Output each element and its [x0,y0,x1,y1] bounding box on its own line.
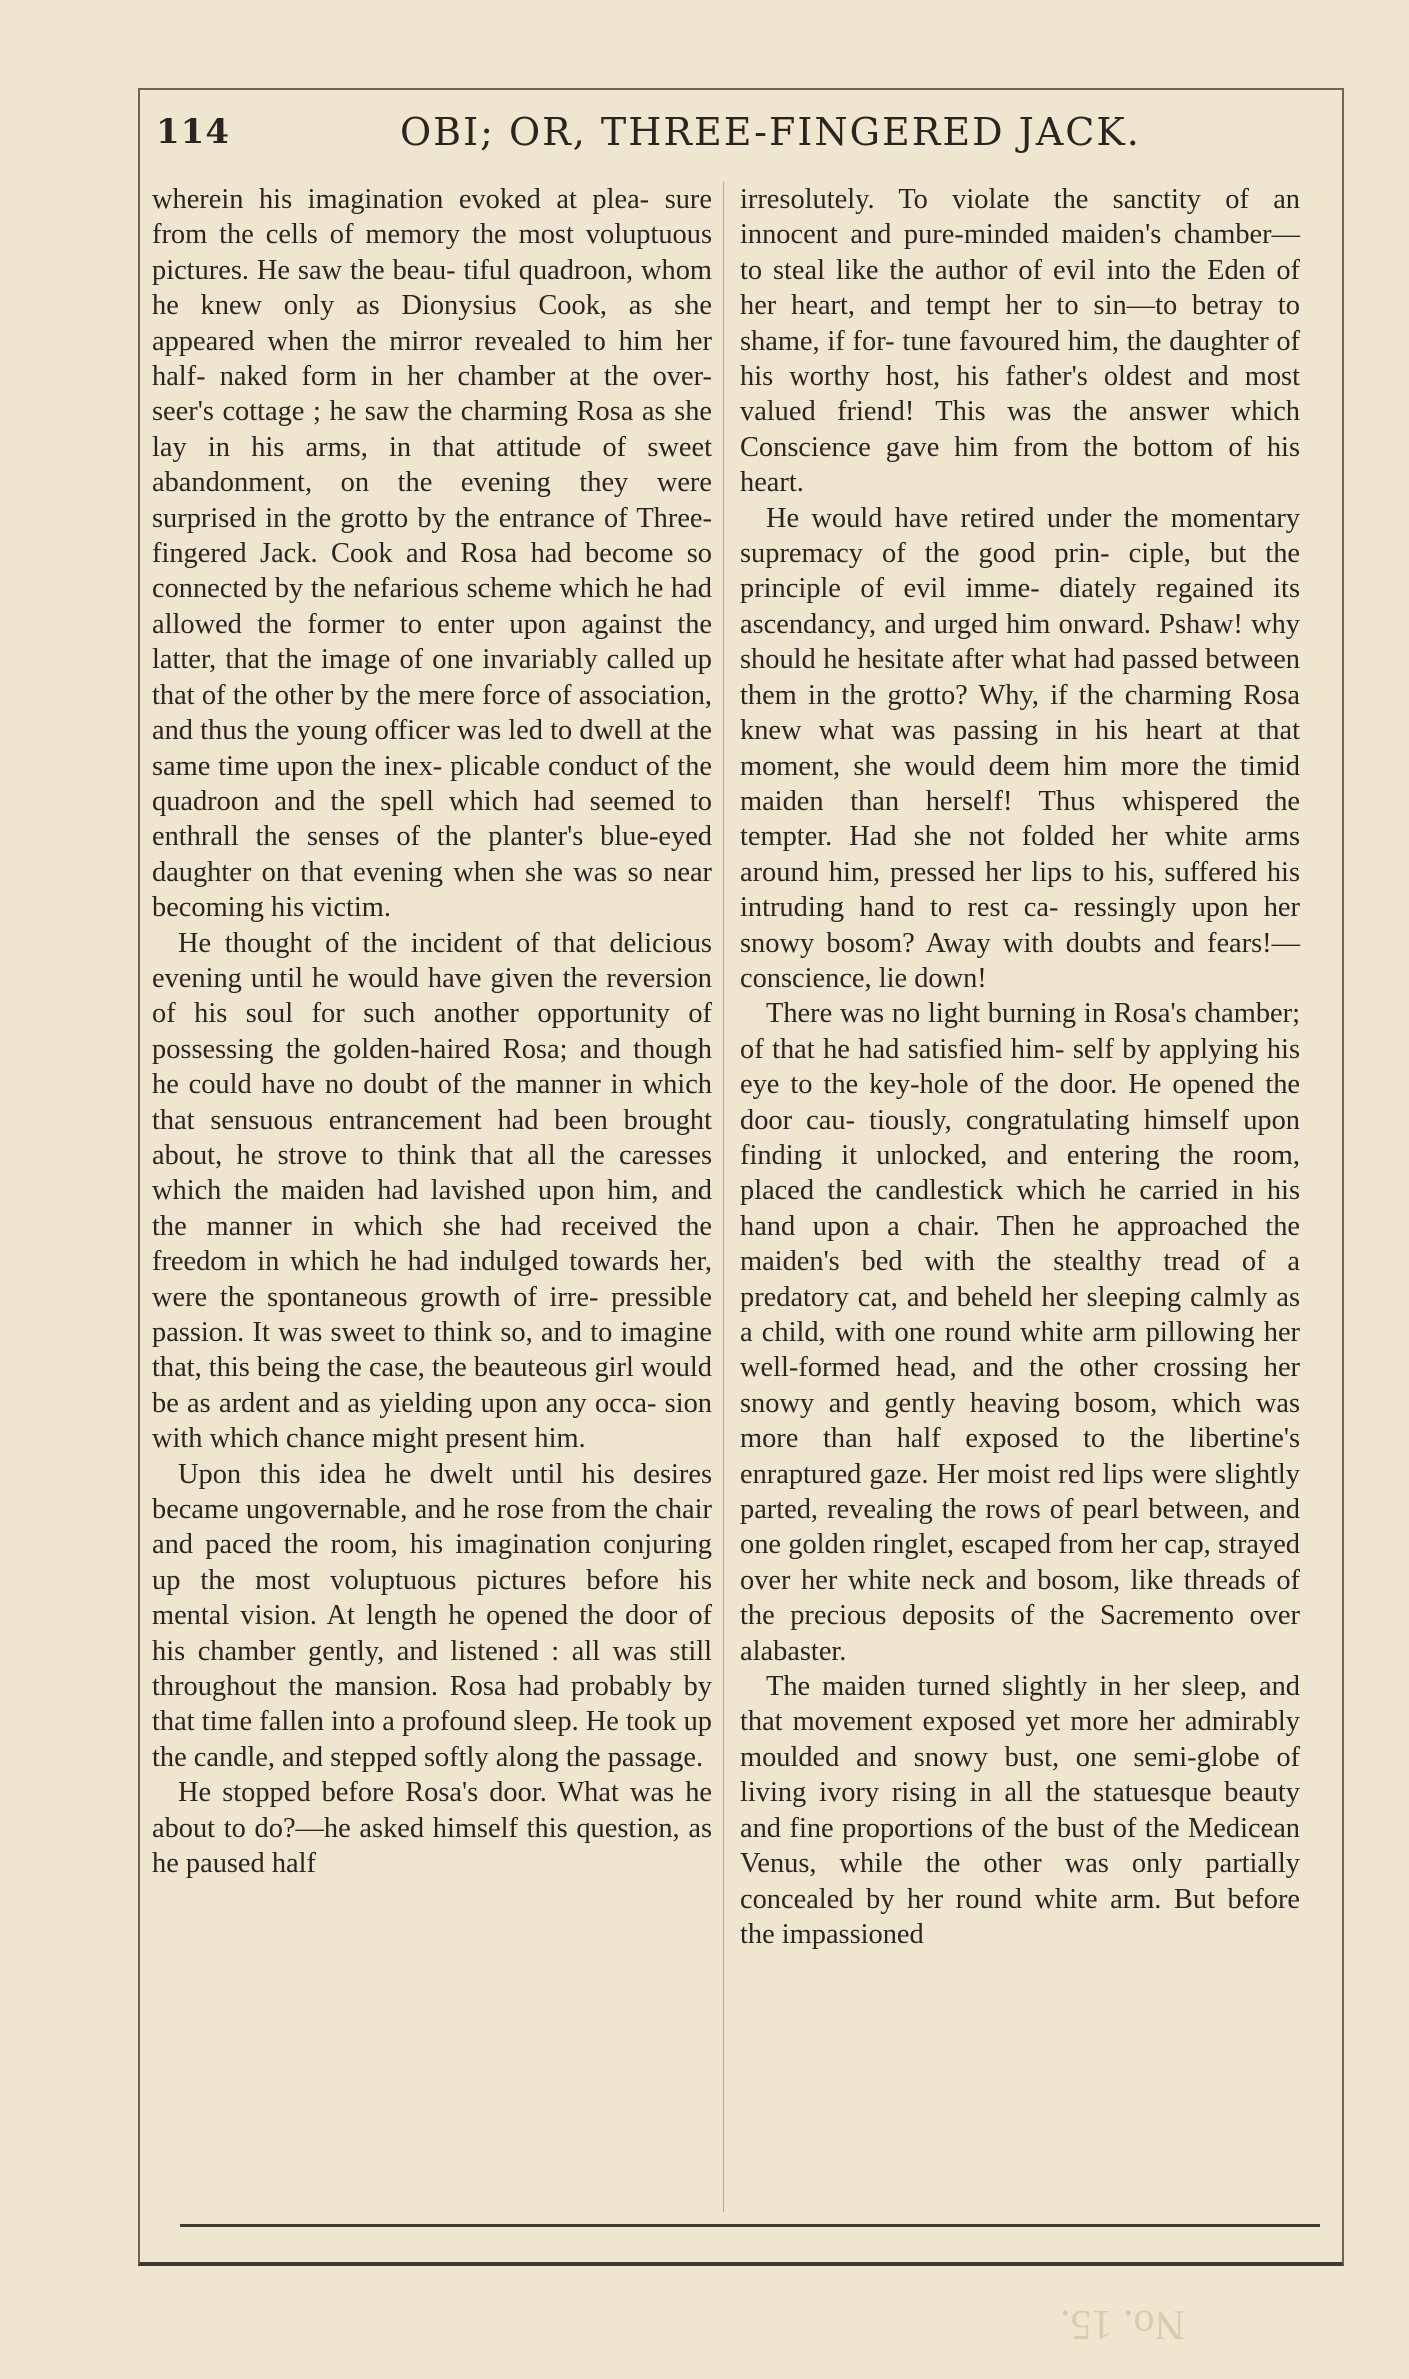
column-divider [723,182,724,2212]
bottom-rule [180,2224,1320,2227]
right-paragraph-4: The maiden turned slightly in her sleep, and that movement exposed yet more her admirably moulded and snowy bust, one semi-globe of living ivory rising in all the statuesque beauty and fine proportions of the bust of the Medicean Venus, while the other was only partially concealed by her round white arm. But before the impassioned [740,1671,1300,1950]
left-paragraph-4: He stopped before Rosa's door. What was he about to do?—he asked himself this question, as he paused half [152,1777,712,1880]
page-number: 114 [156,112,230,152]
bleed-through-mark: No. 15. [1060,2301,1185,2347]
left-paragraph-3: Upon this idea he dwelt until his desires became ungovernable, and he rose from the chair and paced the room, his imagination conjuring up the most voluptuous pictures before his mental vision. At length he opened the door of his chamber gently, and listened : all was still throughout the mansion. Rosa had probably by that time fallen into a profound sleep. He took up the candle, and stepped softly along the passage. [152,1458,712,1773]
left-column [152,182,712,1882]
right-column [740,182,1300,1952]
right-paragraph-1: irresolutely. To violate the sanctity of an innocent and pure-minded maiden's chamber—to steal like the author of evil into the Eden of her heart, and tempt her to sin—to betray to shame, if for- tune favoured him, the daughter of his worthy host, his father's oldest and most valued friend! This was the answer which Conscience gave him from the bottom of his heart. [740,184,1300,499]
left-paragraph-1: wherein his imagination evoked at plea- sure from the cells of memory the most voluptuous pictures. He saw the beau- tiful quadroon, whom he knew only as Dionysius Cook, as she appeared when the mirror revealed to him her half- naked form in her chamber at the over- seer's cottage ; he saw the charming Rosa as she lay in his arms, in that attitude of sweet abandonment, on the evening they were surprised in the grotto by the entrance of Three-fingered Jack. Cook and Rosa had become so connected by the nefarious scheme which he had allowed the former to enter upon against the latter, that the image of one invariably called up that of the other by the mere force of association, and thus the young officer was led to dwell at the same time upon the inex- plicable conduct of the quadroon and the spell which had seemed to enthrall the senses of the planter's blue-eyed daughter on that evening when she was so near becoming his victim. [152,184,712,924]
page-header [150,100,1335,172]
right-paragraph-2: He would have retired under the momentary supremacy of the good prin- ciple, but the principle of evil imme- diately regained its ascendancy, and urged him onward. Pshaw! why should he hesitate after what had passed between them in the grotto? Why, if the charming Rosa knew what was passing in his heart at that moment, she would deem him more the timid maiden than herself! Thus whispered the tempter. Had she not folded her white arms around him, pressed her lips to his, suffered his intruding hand to rest ca- ressingly upon her snowy bosom? Away with doubts and fears!—conscience, lie down! [740,502,1300,994]
left-paragraph-2: He thought of the incident of that delicious evening until he would have given the reversion of his soul for such another opportunity of possessing the golden-haired Rosa; and though he could have no doubt of the manner in which that sensuous entrancement had been brought about, he strove to think that all the caresses which the maiden had lavished upon him, and the manner in which she had received the freedom in which he had indulged towards her, were the spontaneous growth of irre- pressible passion. It was sweet to think so, and to imagine that, this being the case, the beauteous girl would be as ardent and as yielding upon any occa- sion with which chance might present him. [152,927,712,1455]
running-head: OBI; OR, THREE-FINGERED JACK. [400,110,1141,154]
right-paragraph-3: There was no light burning in Rosa's chamber; of that he had satisfied him- self by applying his eye to the key-hole of the door. He opened the door cau- tiously, congratulating himself upon finding it unlocked, and entering the room, placed the candlestick which he carried in his hand upon a chair. Then he approached the maiden's bed with the stealthy tread of a predatory cat, and beheld her sleeping calmly as a child, with one round white arm pillowing her well-formed head, and the other crossing her snowy and gently heaving bosom, which was more than half exposed to the libertine's enraptured gaze. Her moist red lips were slightly parted, revealing the rows of pearl between, and one golden ringlet, escaped from her cap, strayed over her white neck and bosom, like threads of the precious deposits of the Sacremento over alabaster. [740,998,1300,1667]
